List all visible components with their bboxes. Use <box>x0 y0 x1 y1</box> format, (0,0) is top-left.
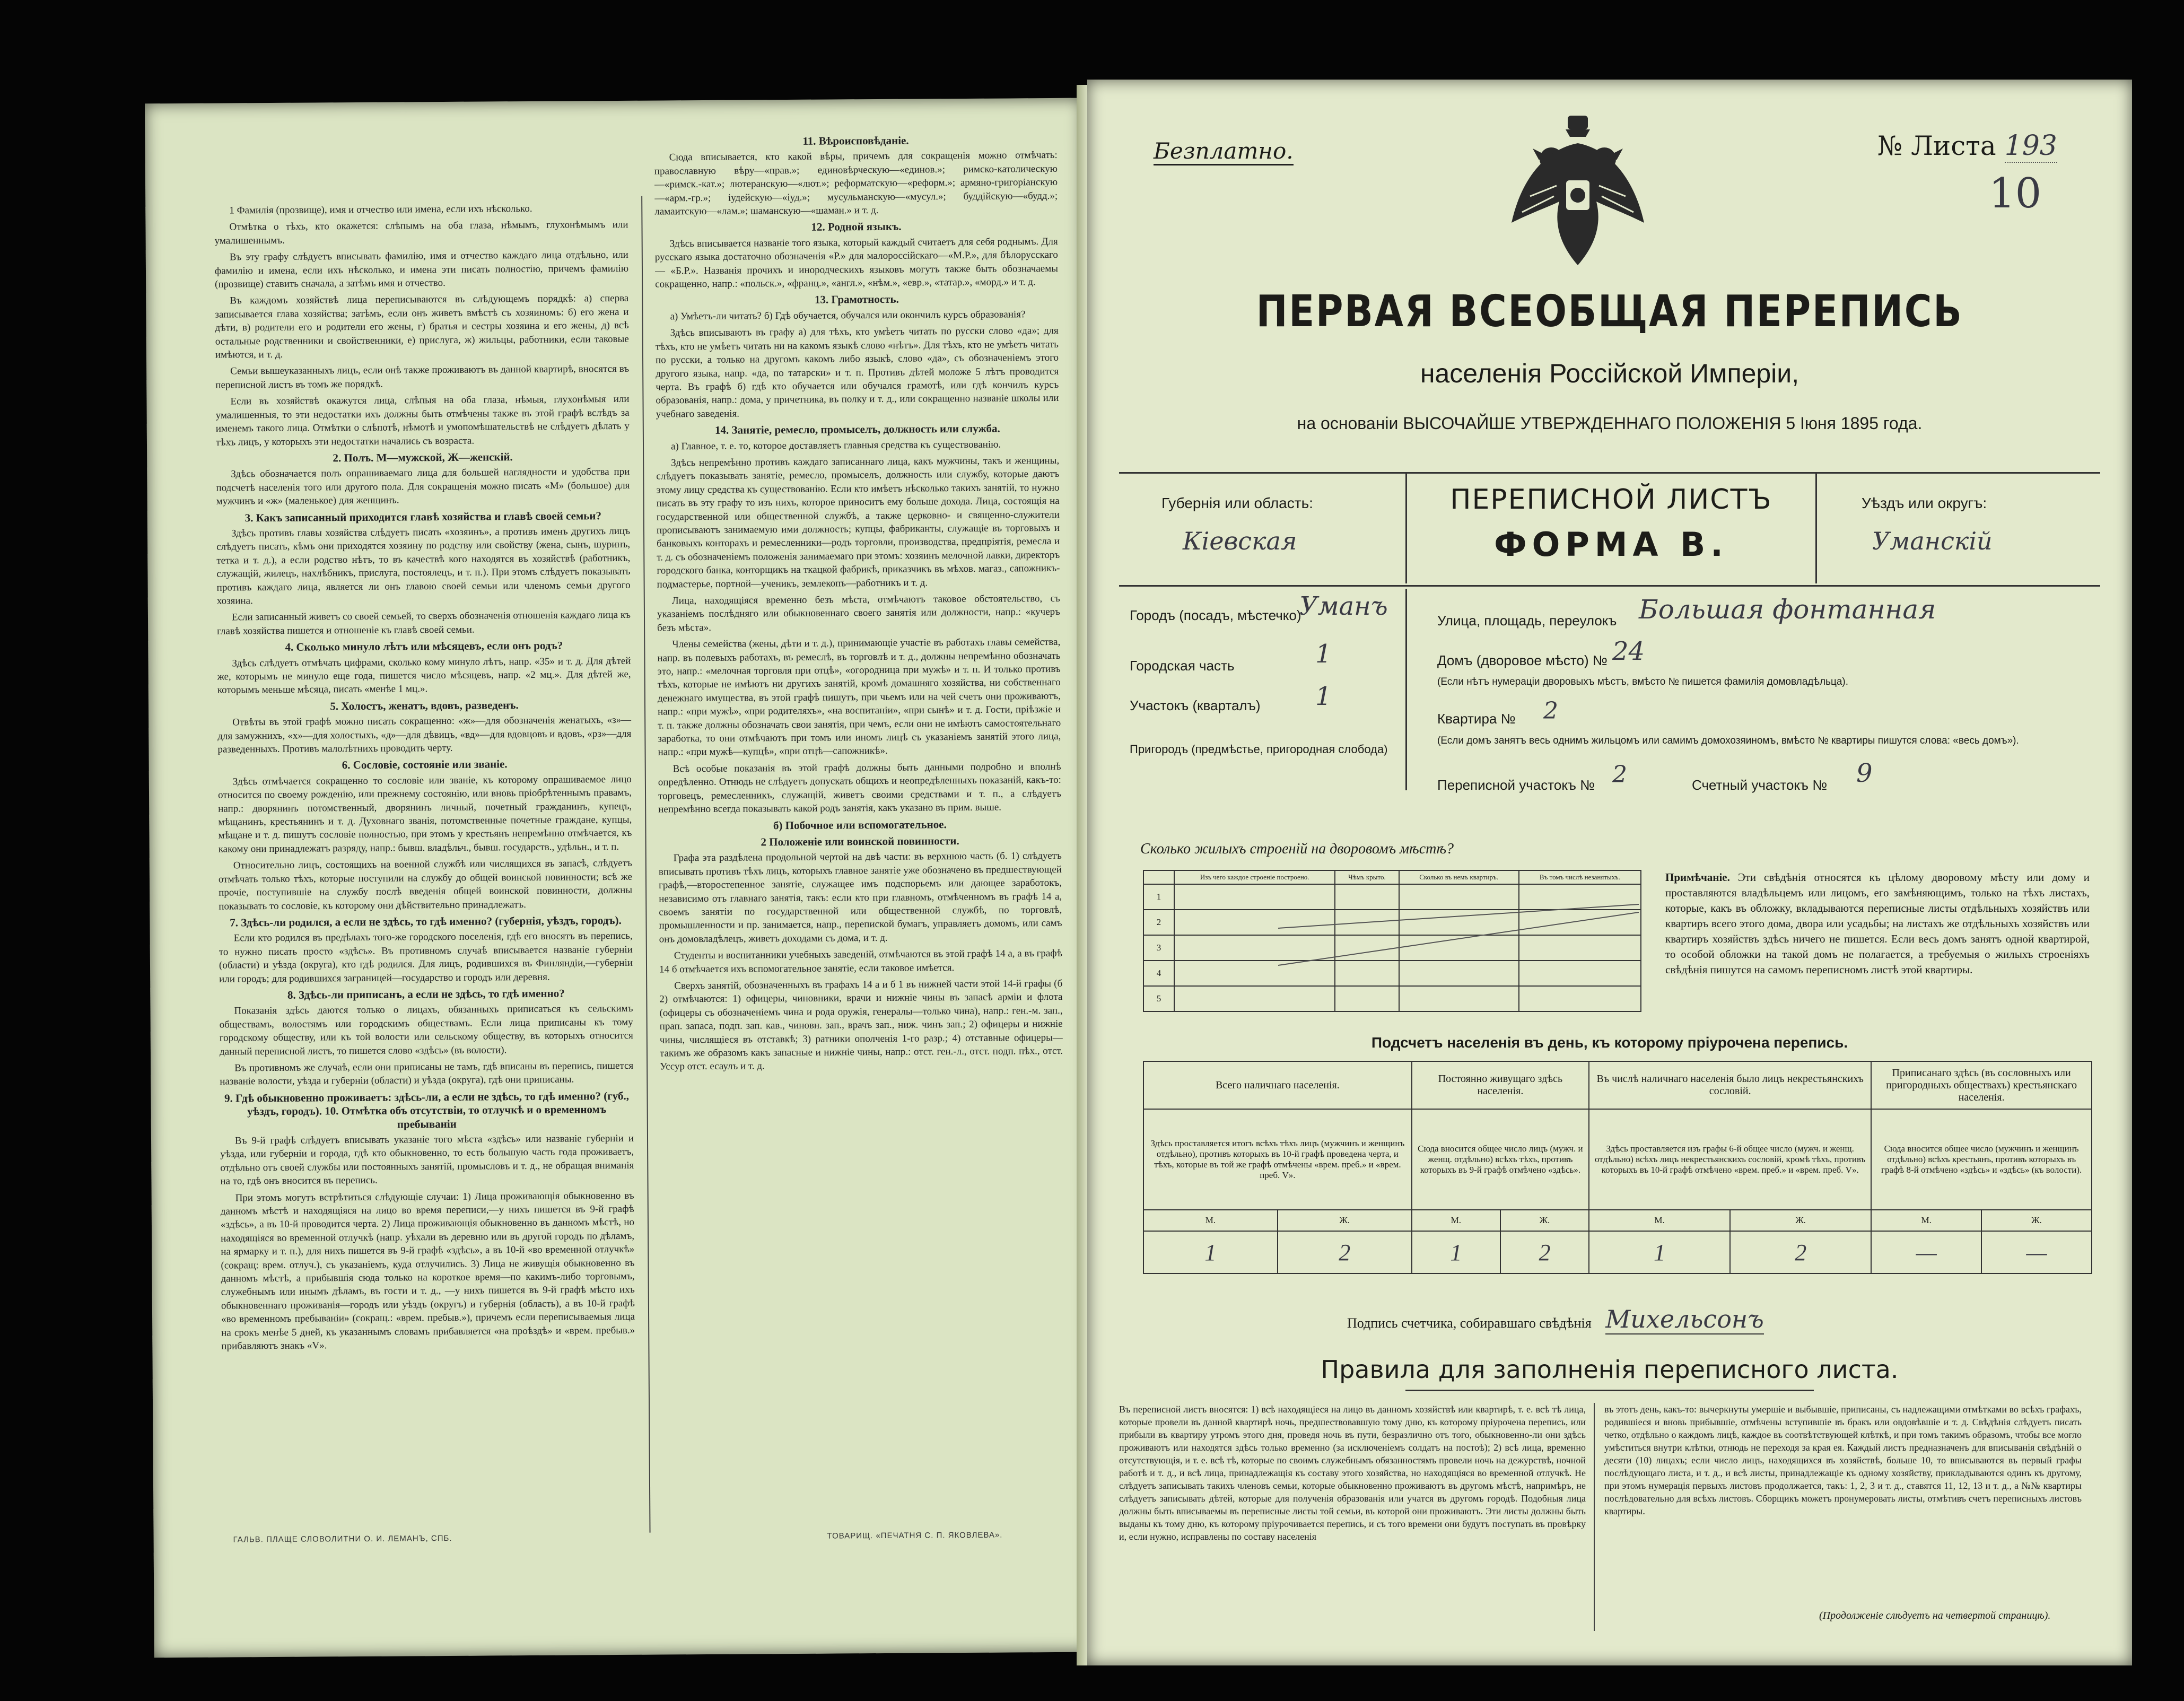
section-heading: 13. Грамотность. <box>814 293 899 307</box>
sex-m: М. <box>1143 1210 1278 1231</box>
section-paragraph: Въ каждомъ хозяйствѣ лица переписываются въ слѣдующемъ порядкѣ: а) сперва записывается глава хозяйства; затѣмъ, если онъ живетъ вмѣстѣ съ хозяиномъ: б) его жена и дѣти, в) родители его и родители его жены, г) братья и сестры хозяина и его жены, д) всѣ остальные родственники и свойственники, е) прислуга, ж) жильцы, работники, если таковые имѣются, и т. д. <box>215 293 629 361</box>
section-paragraph: Въ 9-й графѣ слѣдуетъ вписывать указаніе того мѣста «здѣсь» или названіе губерніи и уѣзда, или губерніи и города, гдѣ кто обыкновенно, то есть большую часть года проживаетъ, отдѣльно отъ своей службы или постоянныхъ занятій, промысловъ и т. д., не обращая вниманія на то, гдѣ онъ вносится въ перепись. <box>220 1132 634 1187</box>
section-paragraph: Относительно лицъ, состоящихъ на военной службѣ или числящихся въ запасѣ, слѣдуетъ отмѣчать только тѣхъ, которые поступили на службу до общей воинской повинности; всѣ же прочіе, поступившіе на службу послѣ введенія общей воинской повинности, должны показывать то сословіе, къ которому они дѣйствительно принадлежатъ. <box>218 858 633 912</box>
note-text: Эти свѣдѣнія относятся къ цѣлому дворовому мѣсту или дому и проставляются владѣльцемъ или лицомъ, его замѣняющимъ, только на тѣхъ листахъ, которые, какъ въ обложку, вкладываются переписные листы отдѣльныхъ хозяйствъ или квартиръ всего этого дома, двора или усадьбы; на листахъ же отдѣльныхъ хозяйствъ или квартиръ хозяйствъ здѣсь ничего не пишется. Если весь домъ занятъ одной квартирой, то особой обложки на такой домъ не полагается, а требуемыя о жилыхъ строеніяхъ свѣдѣнія пишутся на самомъ переписномъ листѣ этой квартиры. <box>1665 871 2090 976</box>
street-value: Большая фонтанная <box>1639 594 1936 625</box>
house-value: 24 <box>1612 636 1645 666</box>
buildings-header-material: Изъ чего каждое строеніе построено. <box>1174 870 1335 884</box>
section-heading: 2 Положеніе или воинской повинности. <box>761 834 959 849</box>
rules-title: Правила для заполненія переписного листа. <box>1321 1355 1899 1384</box>
gubernia-value: Кіевская <box>1183 527 1297 555</box>
buildings-strike-lines <box>1278 896 1639 1029</box>
section-paragraph: Сюда вписывается, кто какой вѣры, причемъ для сокращенія можно отмѣчать: православную вѣру—«прав.»; единовѣрческую—«единов.»; римско-католическую—«римск.-кат.»; лютеранскую—«лют.»; реформатскую—«реформ.»; армяно-григоріанскую—«арм.-гр.»; іудейскую—«іуд.»; мусульманскую—«мусул.»; буддійскую—«будд.»; ламаитскую—«лам.»; шаманскую—«шаман.» и т. д. <box>654 150 1058 217</box>
section-heading: б) Побочное или вспомогательное. <box>773 817 947 832</box>
instructions-column-1 <box>214 202 636 1509</box>
section-paragraph: Въ противномъ же случаѣ, если они приписаны не тамъ, гдѣ вписаны въ перепись, пишется названіе волости, уѣзда и губерніи (области) и уѣзда (округа), гдѣ они приписаны. <box>220 1060 634 1087</box>
sex-zh: Ж. <box>1730 1210 1871 1231</box>
double-headed-eagle-icon <box>1501 111 1655 281</box>
section-heading: 11. Вѣроисповѣданіе. <box>802 134 909 147</box>
count-title: Подсчетъ населенія въ день, къ которому пріурочена перепись. <box>1371 1034 1848 1051</box>
district-value: 1 <box>1315 682 1332 711</box>
continued-note: (Продолженіе слѣдуетъ на четвертой страницѣ). <box>1819 1610 2051 1621</box>
count-value: 2 <box>1500 1231 1589 1273</box>
section-heading: 8. Здѣсь-ли приписанъ, а если не здѣсь, то гдѣ именно? <box>287 987 565 1001</box>
signature-row <box>1347 1305 1764 1333</box>
city-value: Уманъ <box>1299 591 1388 621</box>
section-paragraph: Члены семейства (жены, дѣти и т. д.), принимающіе участіе въ работахъ главы семейства, напр. въ полевыхъ работахъ, въ ремеслѣ, въ торговлѣ и т. д., должны непремѣнно обозначать это, напр.: «мелочная торговля при отцѣ», «огородница при мужѣ» и т. п. И только противъ тѣхъ, которые не имѣютъ ни другихъ занятій, кромѣ домашняго хозяйства, ни собственнаго денежнаго имущества, въ этой графѣ пишутъ, при чьемъ или на чей счетъ они проживаютъ, напр.: «при мужѣ», «при родителяхъ», «на воспитаніи», «при сынѣ» и т. д. Гости, пріѣзжіе и т. п. также должны обозначать свои занятія, при чемъ, если они не имѣютъ самостоятельнаго заработка, то они отмѣчаютъ при томъ или иномъ лицѣ съ указаніемъ занятій этого лица, напр.: «при мужѣ—купцѣ», «при отцѣ—сапожникѣ». <box>657 636 1061 758</box>
section-paragraph: 1 Фамилія (прозвище), имя и отчество или имена, если ихъ нѣсколько. <box>229 203 532 216</box>
signature-value: Михельсонъ <box>1605 1305 1764 1333</box>
buildings-header-roof: Чѣмъ крыто. <box>1335 870 1399 884</box>
section-paragraph: Здѣсь противъ главы хозяйства слѣдуетъ писать «хозяинъ», а противъ именъ другихъ лицъ слѣдуетъ писать, кѣмъ они приходятся хозяину по родству или свойству (жена, сынъ, шуринъ, тетка и т. д.), а если родство нѣтъ, то въ качествѣ кого находятся въ хозяйствѣ (работникъ, служащій, жилецъ, нахлѣбникъ, прислуга, постоялецъ, и т. п.). При этомъ слѣдуетъ показывать противъ каждаго лица, является ли онъ главою своей семьи или членомъ семьи другого хозяина. <box>216 525 631 607</box>
city-label: Городъ (посадъ, мѣстечко) <box>1130 607 1301 623</box>
district-label: Участокъ (кварталъ) <box>1130 697 1261 713</box>
section-heading: 3. Какъ записанный приходится главѣ хозяйства и главѣ своей семьи? <box>244 509 602 524</box>
count-values-row <box>1143 1231 2092 1273</box>
census-title: ПЕРВАЯ ВСЕОБЩАЯ ПЕРЕПИСЬ <box>1256 286 1963 337</box>
column-divider <box>641 196 650 1533</box>
row-number: 4 <box>1143 961 1174 986</box>
sheet-number-value: 193 <box>2004 130 2057 162</box>
section-paragraph: Здѣсь отмѣчается сокращенно то сословіе или званіе, къ которому опрашиваемое лицо относится по своему рожденію, или прежнему состоянію, или вновь пріобрѣтеннымъ правамъ, напр.: дворянинъ потомственный, дворянинъ личный, почетный гражданинъ, купецъ, мѣщанинъ, крестьянинъ и т. д. Духовнаго званія, потомственные почетные граждане, купцы, мѣщане и т. д. пишутъ сословіе полностью, при этомъ у крестьянъ непремѣнно отмѣчается, къ какому они принадлежатъ разряду, напр.: бывш. владѣльч., бывш. государств., удѣльн., и т. п. <box>217 773 632 855</box>
section-heading: 5. Холостъ, женатъ, вдовъ, разведенъ. <box>330 698 519 713</box>
sex-zh: Ж. <box>1981 1210 2092 1231</box>
left-footer-1: ГАЛЬВ. ПЛАЩЕ СЛОВОЛИТНИ О. И. ЛЕМАНЪ, СПБ. <box>233 1533 452 1545</box>
row-number: 2 <box>1143 910 1174 935</box>
count-value: — <box>1871 1231 1981 1273</box>
house-label: Домъ (дворовое мѣсто) № <box>1437 652 1608 668</box>
section-heading: 7. Здѣсь-ли родился, а если не здѣсь, то гдѣ именно? (губернія, уѣздъ, городъ). <box>230 913 622 929</box>
section-heading: 12. Родной языкъ. <box>811 220 902 234</box>
flat-value: 2 <box>1543 697 1558 725</box>
section-paragraph: Здѣсь обозначается полъ опрашиваемаго лица для большей наглядности и удобства при подсчетѣ населенія того или другого пола. Для сокращенія можно писать «М» (большое) для мужчинъ и «ж» (маленькое) для женщинъ. <box>216 466 630 507</box>
count-value: 1 <box>1143 1231 1278 1273</box>
census-subtitle: населенія Россійской Имперіи, <box>1420 359 1799 388</box>
section-heading: 6. Сословіе, состояніе или званіе. <box>342 757 508 772</box>
census-basis: на основаніи ВЫСОЧАЙШЕ УТВЕРЖДЕННАГО ПОЛОЖЕНІЯ 5 Іюня 1895 года. <box>1297 414 1923 433</box>
address-block <box>1119 589 2100 838</box>
section-paragraph: Если кто родился въ предѣлахъ того-же городского поселенія, гдѣ его вносятъ въ перепись, то нужно писать просто «здѣсь». Въ противномъ случаѣ вписывается названіе губерніи (области) и уѣзда (округа), кто гдѣ родился. Для лицъ, родившихся въ Финляндіи,—губерніи или городъ; для родившихся заграницей—государство и городъ или деревня. <box>219 930 633 985</box>
row-number: 3 <box>1143 935 1174 961</box>
count-district-value: 9 <box>1856 758 1873 788</box>
suburb-label: Пригородъ (предмѣстье, пригородная слобода) <box>1130 743 1388 756</box>
count-header-row <box>1143 1061 2092 1109</box>
left-page <box>145 98 1092 1658</box>
count-header-present: Всего наличнаго населенія. <box>1143 1061 1412 1109</box>
population-count-table <box>1143 1061 2092 1274</box>
form-title-line2: ФОРМА В. <box>1494 525 1728 564</box>
sex-m: М. <box>1589 1210 1730 1231</box>
note-title: Примѣчаніе. <box>1665 871 1730 884</box>
section-paragraph: Если записанный живетъ со своей семьей, то сверхъ обозначенія отношенія каждаго лица къ главѣ хозяйства пишется и отношеніе къ главѣ своей семьи. <box>217 609 631 637</box>
right-page <box>1087 80 2132 1665</box>
part-label: Городская часть <box>1130 658 1235 674</box>
section-paragraph: Въ эту графу слѣдуетъ вписывать фамилію, имя и отчество каждаго лица отдѣльно, или фамилію и имена, если ихъ нѣсколько, и имена эти писать полностію, причемъ фамилію (прозвище) ставить сначала, а затѣмъ имя и отчество. <box>214 249 629 290</box>
count-value: — <box>1981 1231 2092 1273</box>
count-desc-permanent: Сюда вносится общее число лицъ (мужч. и женщ. отдѣльно) всѣхъ тѣхъ, противъ которыхъ въ 9-й графѣ отмѣчено «здѣсь». <box>1412 1109 1589 1210</box>
count-header-permanent: Постоянно живущаго здѣсь населенія. <box>1412 1061 1589 1109</box>
count-desc-row <box>1143 1109 2092 1210</box>
sheet-number-extra: 10 <box>1989 170 2042 217</box>
count-header-peasant: Приписанаго здѣсь (въ сословныхъ или пригородныхъ обществахъ) крестьянскаго населенія. <box>1871 1061 2092 1109</box>
form-header-band <box>1119 472 2100 587</box>
instructions-column-2 <box>654 130 1065 1512</box>
buildings-note <box>1665 870 2090 978</box>
section-paragraph: Сверхъ занятій, обозначенныхъ въ графахъ 14 а и б 1 въ нижней части этой 14-й графы (б 2) отмѣчаются: 1) офицеры, чиновники, врачи и нижніе чины въ запасѣ арміи и флота (офицеры съ обозначеніемъ чина и рода оружія, генералы—только чина), напр.: ген.-м. зап., прап. запаса, подп. зап. кав., чиновн. зап., врачъ зап., ниж. чинъ зап.; 2) офицеры и нижніе чины, числящіеся въ отставкѣ; 3) ратники ополченія 1-го разр.; 4) отставные офицеры—такимъ же образомъ какъ запасные и нижніе чины, напр.: отст. ген.-л., отст. подп. пѣх., отст. Уссур отст. есаулъ и т. д. <box>659 978 1063 1072</box>
count-value: 2 <box>1278 1231 1412 1273</box>
buildings-header-num <box>1143 870 1174 884</box>
rules-column-1: Въ переписной листъ вносятся: 1) всѣ находящіеся на лицо въ данномъ хозяйствѣ или квартирѣ, т. е. всѣ тѣ лица, которые провели въ данной квартирѣ ночь, предшествовавшую тому дню, къ которому пріурочена перепись, или прибыли въ квартиру утромъ этого дня, проведя ночь въ пути, безразлично отъ того, обыкновенно-ли они здѣсь проживаютъ или находятся здѣсь только временно (за исключеніемъ солдатъ на постоѣ); 2) всѣ лица, временно отсутствующія, и т. е. всѣ тѣ, которые по своимъ служебнымъ обязанностямъ провели ночь на дежурствѣ, ночной работѣ и т. д., и всѣ лица, принадлежащія къ составу этого хозяйства, но находящіяся во временной отлучкѣ. Не слѣдуетъ записывать такихъ членовъ семьи, которые обыкновенно проживаютъ въ другомъ мѣстѣ, напримѣръ, не слѣдуетъ записывать дѣтей, которые для полученія образованія или учатся въ другомъ городѣ. Подобныя лица должны быть вписываемы въ переписные листы той семьи, въ которой они проживаютъ. Эти листы должны быть выданы къ тому дню, къ которому пріурочивается перепись, и съ того времени они будутъ поступать въ провѣрку и, если нужно, исправлены по составу населенія <box>1119 1404 1586 1542</box>
section-paragraph: Здѣсь непремѣнно противъ каждаго записаннаго лица, какъ мужчины, такъ и женщины, слѣдуетъ показывать занятіе, ремесло, промыселъ, должность или службу, которые даютъ этому лицу средства къ существованію. Если кто имѣетъ нѣсколько такихъ занятій, то нужно писать въ эту графу то изъ нихъ, которое приноситъ ему больше дохода. Лица, состоящія на государственной или общественной службѣ, а также церковно- и священно-служители прописываютъ занимаемую ими должность; купцы, фабриканты, служащіе въ торговыхъ и банковыхъ конторахъ и ремесленники—родъ торговли, производства, предпріятія, ремесла и т. д. съ обозначеніемъ положенія занимаемаго при этомъ: хозяинъ мелочной лавки, директоръ городского банка, конторщикъ на ткацкой фабрикѣ, приказчикъ въ мѣхов. магаз., сапожникъ-подмастерье, портной—ученикъ, землекопъ—работникъ и т. д. <box>656 455 1060 590</box>
section-paragraph: Отвѣты въ этой графѣ можно писать сокращенно: «ж»—для обозначенія женатыхъ, «з»—для замужнихъ, «х»—для холостыхъ, «д»—для дѣвицъ, «вд»—для вдовцовъ и вдовъ, «рз»—для разведенныхъ. Противъ малолѣтнихъ проводить черту. <box>217 714 632 755</box>
section-paragraph: Всѣ особые показанія въ этой графѣ должны быть данными подробно и вполнѣ опредѣленно. Отнюдь не слѣдуетъ допускать общихъ и неопредѣленныхъ показаній, какъ-то: торговецъ, ремесленникъ, служащій, живетъ своими средствами и т. п., а слѣдуетъ непремѣнно всегда показывать какой родъ занятія, какъ указано въ прим. выше. <box>658 761 1062 815</box>
street-label: Улица, площадь, переулокъ <box>1437 613 1617 629</box>
count-desc-present: Здѣсь проставляется итогъ всѣхъ тѣхъ лицъ (мужчинъ и женщинъ отдѣльно), противъ которыхъ въ 10-й графѣ проведена черта, и тѣхъ, которые въ той же графѣ отмѣчены «врем. преб.» и «врем. преб. V». <box>1143 1109 1412 1210</box>
count-desc-nonpeasant: Здѣсь проставляется изъ графы 6-й общее число (мужч. и женщ. отдѣльно) всѣхъ лицъ некрестьянскихъ сословій, кромѣ тѣхъ, противъ которыхъ въ 10-й графѣ отмѣчено «врем. преб.» и «врем. преб. V». <box>1589 1109 1871 1210</box>
census-district-label: Переписной участокъ № <box>1437 777 1595 793</box>
rules-column-2: въ этотъ день, какъ-то: вычеркнуты умершіе и выбывшіе, приписаны, съ надлежащими отмѣтками во всѣхъ графахъ, родившіеся и вновь прибывшіе, отмѣчены вступившіе въ бракъ или овдовѣвшіе и т. д. Свѣдѣнія слѣдуетъ писать четко, отдѣльно о каждомъ лицѣ, каждое въ соотвѣтствующей клѣткѣ, и при томъ такимъ образомъ, чтобы все могло умѣститься внутри клѣтки, отнюдь не переходя за края ея. Каждый листъ предназначенъ для вписыванія свѣдѣній о десяти (10) лицахъ; если число лицъ, находящихся въ хозяйствѣ, больше 10, то вписываются въ первый графы послѣдующаго листа, и т. д., и всѣ листы, принадлежащіе къ одному хозяйству, прикладываются одинъ къ другому, при этомъ нумерація первыхъ листовъ продолжается, такъ: 1, 2, 3 и т. д., ставятся 11, 12, 13 и т. д., а №№ квартиры послѣдовательно для всѣхъ листовъ. Сборщикъ можетъ пронумеровать листы, отмѣтивъ счетъ переписныхъ листовъ квартиры. <box>1604 1404 2082 1516</box>
rules-rule <box>1405 1390 1814 1391</box>
sheet-number-caption: № Листа <box>1877 130 1996 161</box>
census-district-value: 2 <box>1612 761 1627 788</box>
count-value: 2 <box>1730 1231 1871 1273</box>
sex-zh: Ж. <box>1278 1210 1412 1231</box>
count-district-label: Счетный участокъ № <box>1692 777 1828 793</box>
flat-note: (Если домъ занятъ весь однимъ жильцомъ или самимъ домохозяиномъ, вмѣсто № квартиры пишутся слова: «весь домъ»). <box>1437 735 2019 746</box>
sheet-number-label <box>1877 130 2057 163</box>
section-paragraph: Графа эта раздѣлена продольной чертой на двѣ части: въ верхнюю часть (б. 1) слѣдуетъ вписывать противъ тѣхъ лицъ, которыхъ главное занятіе уже обозначено въ предшествующей графѣ,—второстепенное занятіе, служащее имъ подспорьемъ или дающее заработокъ, независимо отъ главнаго занятія, такъ: если кто при главномъ, отмѣченномъ въ графѣ 14 а, своемъ занятіи по государственной или общественной службѣ, по торговлѣ, промышленности и пр. занимается, напр., перепиской бумагъ, управляетъ домомъ, или самъ онъ домовладѣлецъ, живетъ доходами съ дома, и т. д. <box>658 850 1062 945</box>
section-heading: 9. Гдѣ обыкновенно проживаетъ: здѣсь-ли, а если не здѣсь, то гдѣ именно? (губ., уѣздъ, городъ). 10. Отмѣтка объ отсутствіи, то отлучкѣ и о временномъ пребываніи <box>224 1089 630 1131</box>
buildings-header-vacant: Въ томъ числѣ незанятыхъ. <box>1519 870 1641 884</box>
buildings-table-header <box>1143 870 1641 884</box>
left-footer-2: ТОВАРИЩ. «ПЕЧАТНЯ С. П. ЯКОВЛЕВА». <box>827 1530 1003 1541</box>
form-title-line1: ПЕРЕПИСНОЙ ЛИСТЪ <box>1450 484 1772 516</box>
count-desc-peasant: Сюда вносится общее число (мужчинъ и женщинъ отдѣльно) всѣхъ крестьянъ, противъ которыхъ въ графѣ 8-й отмѣчено «здѣсь» и «здѣсь» (къ волости). <box>1871 1109 2092 1210</box>
flat-label: Квартира № <box>1437 711 1516 727</box>
section-paragraph: а) Умѣетъ-ли читать? б) Гдѣ обучается, обучался или окончилъ курсъ образованія? <box>670 309 1026 322</box>
rules-column-divider <box>1594 1403 1595 1631</box>
count-sex-row <box>1143 1210 2092 1231</box>
sex-m: М. <box>1412 1210 1500 1231</box>
uezd-value: Уманскій <box>1872 527 1993 555</box>
section-paragraph: а) Главное, т. е. то, которое доставляетъ главныя средства къ существованію. <box>670 439 1001 452</box>
uezd-label: Уѣздъ или округъ: <box>1862 495 1987 511</box>
row-number: 1 <box>1143 884 1174 910</box>
section-paragraph: Отмѣтка о тѣхъ, кто окажется: слѣпымъ на оба глаза, нѣмымъ, глухонѣмымъ или умалишеннымъ. <box>214 219 628 247</box>
row-number: 5 <box>1143 986 1174 1011</box>
sex-zh: Ж. <box>1500 1210 1589 1231</box>
section-heading: 14. Занятіе, ремесло, промыселъ, должность или служба. <box>714 422 1000 437</box>
count-header-nonpeasant: Въ числѣ наличнаго населенія было лицъ некрестьянскихъ сословій. <box>1589 1061 1871 1109</box>
section-paragraph: Если въ хозяйствѣ окажутся лица, слѣпыя на оба глаза, нѣмыя, глухонѣмыя или умалишенныя, то эти недостатки ихъ должны быть отмѣчены также въ этой графѣ вслѣдъ за именемъ такого лица. Отмѣтки о слѣпотѣ, нѣмотѣ и умопомѣшательствѣ не слѣдуетъ дѣлать у тѣхъ лицъ, у которыхъ эти недостатки начались съ возраста. <box>215 394 630 448</box>
section-paragraph: Здѣсь вписываютъ въ графу а) для тѣхъ, кто умѣетъ читать по русски слово «да»; для тѣхъ, кто не умѣетъ читать ни на какомъ языкѣ слово «нѣтъ». Для тѣхъ, кто не умѣетъ читать по русски, а только на другомъ какомъ либо языкѣ, слово «да», съ обозначеніемъ этого другого языка, напр. «да, по татарски» и т. п. Противъ дѣтей моложе 5 лѣтъ проводится черта. Въ графѣ б) гдѣ кто обучается или обучался грамотѣ, или гдѣ кончилъ курсъ образованія, напр.: дома, у причетника, въ полку и т. д., или сокращенно названіе школы или учебнаго заведенія. <box>655 325 1059 420</box>
part-value: 1 <box>1315 639 1332 669</box>
section-paragraph: Семьи вышеуказанныхъ лицъ, если онѣ также проживаютъ въ данной квартирѣ, вносятся въ переписной листъ въ томъ же порядкѣ. <box>215 363 630 391</box>
count-value: 1 <box>1589 1231 1730 1273</box>
section-paragraph: При этомъ могутъ встрѣтиться слѣдующіе случаи: 1) Лица проживающія обыкновенно въ данномъ мѣстѣ и находящіяся на лицо во время переписи,—у нихъ пишется въ 9-й графѣ «здѣсь», а въ 10-й проводится черта. 2) Лица проживающія обыкновенно въ данномъ мѣстѣ, но находящіяся во временной отлучкѣ (напр. уѣхали въ деревню или въ другой городъ по дѣламъ, на ярмарку и т. п.), для нихъ пишется въ 9-й графѣ «здѣсь», а въ 10-й «во временной отлучкѣ» (сокращ: врем. отлуч.), съ указаніемъ, куда отлучились. 3) Лица не живущія обыкновенно въ данномъ мѣстѣ, а прибывшія сюда только на короткое время—по какимъ-либо торговымъ, служебнымъ или инымъ дѣламъ, въ гости и т. д., —у нихъ пишется въ 9-й графѣ мѣсто ихъ обыкновеннаго проживанія—городъ или уѣздъ (округъ) и губернія (область), а въ 10-й графѣ «во временномъ пребываніи» (сокращ.: «врем. пребыв.»), причемъ если переписываемыя лица на срокъ менѣе 5 дней, къ указаннымъ словамъ прибавляется «на проѣздѣ» и «врем. пребыв.» прибавляютъ знакъ «V». <box>220 1190 635 1352</box>
signature-label: Подпись счетчика, собиравшаго свѣдѣнія <box>1347 1315 1592 1331</box>
section-paragraph: Здѣсь слѣдуетъ отмѣчать цифрами, сколько кому минуло лѣтъ, напр. «35» и т. д. Для дѣтей же, которымъ не минуло еще года, пишется число мѣсяцевъ, напр. «2 мц.». Для дѣтей же, которымъ меньше мѣсяца, писать «менѣе 1 мц.». <box>217 655 631 696</box>
sex-m: М. <box>1871 1210 1981 1231</box>
section-paragraph: Показанія здѣсь даются только о лицахъ, обязанныхъ приписаться къ сельскимъ обществамъ, волостямъ или городскимъ обществамъ. Если лица приписаны къ тому городскому обществу, или къ той волости или сельскому обществу, въ которыхъ относится данный переписной листъ, то пишется слово «здѣсь» (въ волости). <box>219 1003 633 1058</box>
gubernia-label: Губернія или область: <box>1161 495 1313 511</box>
count-value: 1 <box>1412 1231 1500 1273</box>
section-paragraph: Студенты и воспитанники учебныхъ заведеній, отмѣчаются въ этой графѣ 14 а, а въ графѣ 14 б отмѣчается ихъ вспомогательное занятіе, если таковое имѣется. <box>659 948 1062 975</box>
free-label: Безплатно. <box>1154 138 1294 165</box>
form-title-box <box>1405 472 1817 583</box>
section-heading: 2. Полъ. М—мужской, Ж—женскій. <box>333 450 513 465</box>
house-note: (Если нѣтъ нумераціи дворовыхъ мѣстъ, вмѣсто № пишется фамилія домовладѣльца). <box>1437 676 1849 687</box>
section-paragraph: Лица, находящіяся временно безъ мѣста, отмѣчаютъ таковое обстоятельство, съ указаніемъ послѣдняго или обыкновеннаго своего занятія или должности, напр.: «кучеръ безъ мѣста». <box>657 592 1061 634</box>
section-heading: 4. Сколько минуло лѣтъ или мѣсяцевъ, если онъ родъ? <box>285 639 563 654</box>
buildings-header-flats: Сколько въ немъ квартиръ. <box>1399 870 1519 884</box>
section-paragraph: Здѣсь вписывается названіе того языка, который каждый считаетъ для себя роднымъ. Для русскаго языка достаточно обозначенія «Р.» для малороссійскаго—«М.Р.», для бѣлорусскаго — «Б.Р.». Названія прочихъ и инородческихъ языковъ могутъ также быть обозначаемы сокращенно, напр.: «польск.», «франц.», «англ.», «нѣм.», «евр.», «татар.», «морд.» и т. д. <box>654 235 1059 290</box>
buildings-question: Сколько жилыхъ строеній на дворовомъ мѣстѣ? <box>1140 841 1454 857</box>
